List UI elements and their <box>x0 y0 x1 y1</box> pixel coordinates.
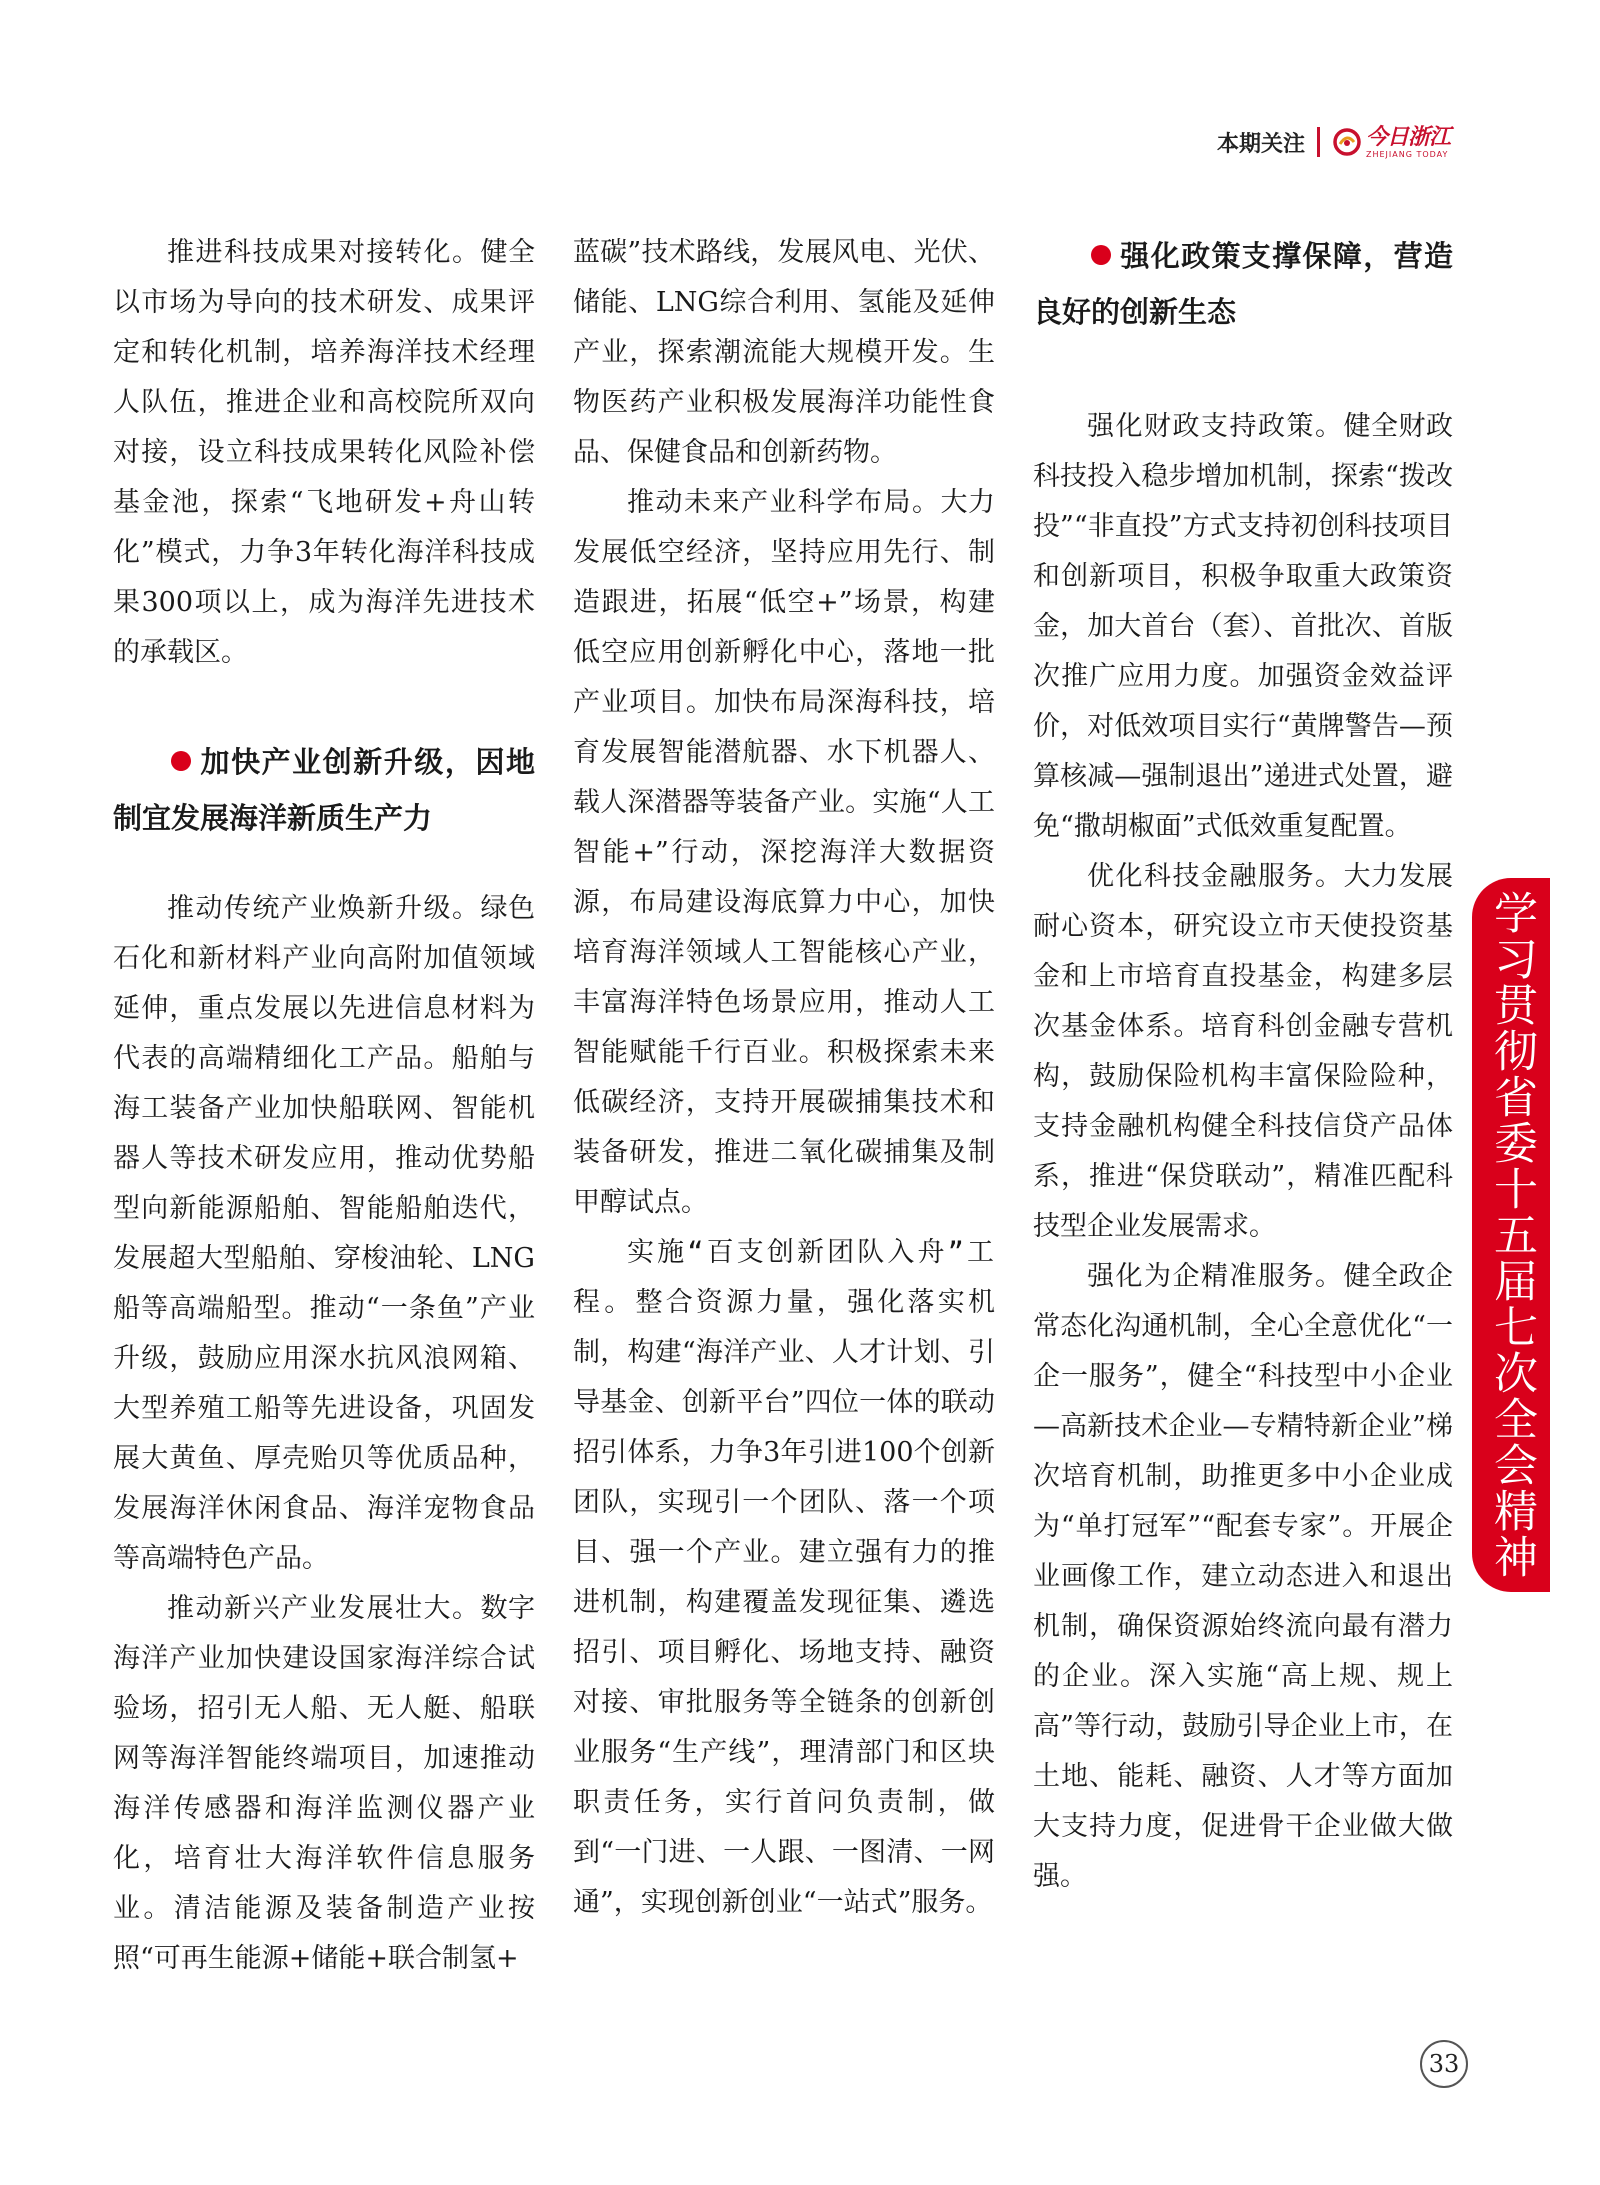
swirl-logo-icon <box>1332 127 1362 157</box>
logo-name: 今日浙江 <box>1365 123 1450 150</box>
paragraph-lead: 强化为企精准服务。 <box>1087 1261 1344 1292</box>
paragraph-body: 健全财政科技投入稳步增加机制，探索“拨改投”“非直投”方式支持初创科技项目和创新项目，积极争取重大政策资金，加大首台（套）、首批次、首版次推广应用力度。加强资金效益评价，对低效项目实行“黄牌警告—预算核减—强制退出”递进式处置，避免“撒胡椒面”式低效重复配置。 <box>1033 411 1453 842</box>
paragraph <box>573 478 995 1228</box>
paragraph <box>1033 402 1453 852</box>
paragraph <box>113 228 535 678</box>
paragraph <box>113 1584 535 1984</box>
paragraph-lead: 推进科技成果对接转化。 <box>167 237 481 268</box>
paragraph-body: 健全政企常态化沟通机制，全心全意优化“一企一服务”，健全“科技型中小企业—高新技术企业—专精特新企业”梯次培育机制，助推更多中小企业成为“单打冠军”“配套专家”。开展企业画像工作，建立动态进入和退出机制，确保资源始终流向最有潜力的企业。深入实施“高上规、规上高”等行动，鼓励引导企业上市，在土地、能耗、融资、人才等方面加大支持力度，促进骨干企业做大做强。 <box>1033 1261 1453 1892</box>
side-tab-text: 学习贯彻省委十五届七次全会精神 <box>1486 890 1537 1580</box>
paragraph-lead: 推动传统产业焕新升级。 <box>167 893 481 924</box>
paragraph-lead: 强化财政支持政策。 <box>1087 411 1344 442</box>
paragraph <box>573 228 995 478</box>
heading-text: 强化政策支撑保障，营造良好的创新生态 <box>1033 239 1453 329</box>
page-number: 33 <box>1420 2040 1468 2088</box>
section-heading <box>113 734 535 846</box>
paragraph-body: 数字海洋产业加快建设国家海洋综合试验场，招引无人船、无人艇、船联网等海洋智能终端项目，加速推动海洋传感器和海洋监测仪器产业化，培育壮大海洋软件信息服务业。清洁能源及装备制造产业按照“可再生能源+储能+联合制氢+ <box>113 1593 535 1974</box>
section-heading <box>1033 228 1453 340</box>
paragraph-lead: 推动未来产业科学布局。 <box>627 487 941 518</box>
paragraph <box>113 884 535 1584</box>
logo-subtitle: ZHEJIANG TODAY <box>1365 149 1449 159</box>
paragraph-lead: 推动新兴产业发展壮大。 <box>167 1593 481 1624</box>
paragraph-lead: 实施“百支创新团队入舟”工程。 <box>573 1237 995 1318</box>
header-divider <box>1317 127 1320 157</box>
heading-text: 加快产业创新升级，因地制宜发展海洋新质生产力 <box>113 745 535 835</box>
column-3 <box>1033 228 1453 1902</box>
paragraph <box>1033 1252 1453 1902</box>
red-bullet-icon <box>171 751 191 771</box>
column-1 <box>113 228 535 1984</box>
paragraph-body: 绿色石化和新材料产业向高附加值领域延伸，重点发展以先进信息材料为代表的高端精细化工产品。船舶与海工装备产业加快船联网、智能机器人等技术研发应用，推动优势船型向新能源船舶、智能船舶迭代，发展超大型船舶、穿梭油轮、LNG船等高端船型。推动“一条鱼”产业升级，鼓励应用深水抗风浪网箱、大型养殖工船等先进设备，巩固发展大黄鱼、厚壳贻贝等优质品种，发展海洋休闲食品、海洋宠物食品等高端特色产品。 <box>113 893 535 1574</box>
column-2 <box>573 228 995 1928</box>
paragraph-body: 大力发展耐心资本，研究设立市天使投资基金和上市培育直投基金，构建多层次基金体系。培育科创金融专营机构，鼓励保险机构丰富保险险种，支持金融机构健全科技信贷产品体系，推进“保贷联动”，精准匹配科技型企业发展需求。 <box>1033 861 1453 1242</box>
paragraph-body: 整合资源力量，强化落实机制，构建“海洋产业、人才计划、引导基金、创新平台”四位一体的联动招引体系，力争3年引进100个创新团队，实现引一个团队、落一个项目、强一个产业。建立强有力的推进机制，构建覆盖发现征集、遴选招引、项目孵化、场地支持、融资对接、审批服务等全链条的创新创业服务“生产线”，理清部门和区块职责任务，实行首问负责制，做到“一门进、一人跟、一图清、一网通”，实现创新创业“一站式”服务。 <box>573 1287 996 1918</box>
red-bullet-icon <box>1091 245 1111 265</box>
paragraph-body: 健全以市场为导向的技术研发、成果评定和转化机制，培养海洋技术经理人队伍，推进企业和高校院所双向对接，设立科技成果转化风险补偿基金池，探索“飞地研发+舟山转化”模式，力争3年转化海洋科技成果300项以上，成为海洋先进技术的承载区。 <box>113 237 535 668</box>
page-header <box>1217 118 1450 166</box>
section-label: 本期关注 <box>1216 131 1305 157</box>
paragraph <box>573 1228 995 1928</box>
magazine-logo <box>1332 123 1450 159</box>
paragraph-lead: 优化科技金融服务。 <box>1087 861 1344 892</box>
paragraph-body: 大力发展低空经济，坚持应用先行、制造跟进，拓展“低空+”场景，构建低空应用创新孵化中心，落地一批产业项目。加快布局深海科技，培育发展智能潜航器、水下机器人、载人深潜器等装备产业。实施“人工智能+”行动，深挖海洋大数据资源，布局建设海底算力中心，加快培育海洋领域人工智能核心产业，丰富海洋特色场景应用，推动人工智能赋能千行百业。积极探索未来低碳经济，支持开展碳捕集技术和装备研发，推进二氧化碳捕集及制甲醇试点。 <box>573 487 995 1218</box>
paragraph-body: 蓝碳”技术路线，发展风电、光伏、储能、LNG综合利用、氢能及延伸产业，探索潮流能大规模开发。生物医药产业积极发展海洋功能性食品、保健食品和创新药物。 <box>573 237 995 468</box>
side-tab <box>1472 878 1550 1592</box>
paragraph <box>1033 852 1453 1252</box>
